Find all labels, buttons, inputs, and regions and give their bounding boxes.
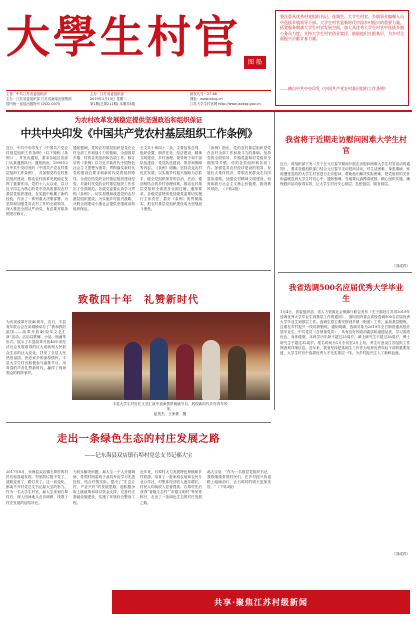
issue-bar: [6, 92, 271, 108]
photo-figure: [176, 344, 194, 400]
feature2-col4: 郝大宝说：“作为一名基层党组织书记，我将继续带领村民们，在乡村振兴的道路上砥砺前行，让石埠村的明天更加美好。”（下转3版）: [207, 470, 271, 490]
masthead: [6, 8, 268, 88]
bottom-banner: [112, 590, 410, 614]
feature1-headline: 致敬四十年 礼赞新时代: [78, 295, 199, 306]
feature2-col1: 2017年8月，东海县双店镇石埠村的村民们惊喜地发现，村里的垃圾不见了，道路变宽了，路灯亮了。这一切变化，都离不开村党总支书记郝大宝的努力。作为一名大学生村官，郝大宝来到石埠村后，深入田间地头走访调研，找准了村庄发展的症结所在。: [6, 470, 68, 505]
right-top-byline: （刘成祥）: [392, 264, 410, 268]
photo-figure: [202, 340, 220, 400]
right-bottom-headline: 我省选调500名应届优秀大学毕业生: [288, 283, 404, 303]
feature1-photo: [72, 312, 270, 400]
issue-bar-top-rule: [6, 90, 271, 91]
feature2-col2: 为切实解决问题，郝大宝一个人开展调研，带领村两委班子成员外出学习先进经验，结合村情实际，提出了“生态立村、产业兴村”的发展思路。他积极争取上级政策和项目资金支持，完善村庄基础设施建设，实施了环境综合整治工程。: [73, 470, 135, 505]
issue-portal: 江苏大学生村官网 http://www.jsdxsg.gov.cn: [190, 102, 261, 106]
issue-number: 第1期(总第211期): [90, 102, 119, 106]
photo-figure: [228, 346, 246, 400]
masthead-title: 大學生村官: [6, 12, 241, 63]
lead-headline: 中共中央印发《中国共产党农村基层组织工作条例》: [20, 128, 258, 140]
issue-postal-code: 邮发代号：27-68: [190, 92, 217, 96]
lead-col2: 通知强调，党的农村基层组织是党在农村全部工作和战斗力的基础，全面领导乡镇、村的各类组织和各项工作。修订后的《条例》以习近平新时代中国特色社会主义思想为指导，贯彻落实新时代党的建设总要求和新时代党的组织路线，全面总结党的农村基层组织建设经验，对新时代党的农村基层组织工作作出了全面规范。各级党委要认真学习贯彻《条例》，切实加强和改进党的农村基层组织建设，为实施乡村振兴战略、决胜全面建成小康社会提供坚强政治和组织保证。: [73, 146, 135, 212]
masthead-badge: 图 船: [244, 56, 266, 69]
right-top-headline: 我省将于近期走访慰问困难大学生村官: [285, 135, 407, 155]
issue-website: 网址：www.xdcg.cn: [190, 97, 223, 101]
photo-figure: [150, 338, 168, 400]
lead-col3: 全文共十章四十二条，主要包括总则、组织设置、职责任务、经济建设、精神文明建设、乡村治理、领导班子和干部队伍建设、党员队伍建设、领导和保障等内容。《条例》明确，坚持农业农村优先发展，以实施乡村振兴战略为总抓手，健全党组织领导的自治、法治、德治相结合的乡村治理体系，推动农村基层党组织全面进步全面过硬。通知要求，各级党委特别是县级党委要切实履行主体责任，抓好《条例》的贯彻落实，把农村基层党组织建设成为坚强战斗堡垒。: [140, 146, 202, 212]
lead-col1: 近日，中共中央印发了《中国共产党农村基层组织工作条例》（以下简称《条例》），并发出通知，要求各地区各部门认真遵照执行。通知指出，1999年2月中共中央印发的《中国共产党农村基层组织工作条例》，对加强党的农村基层组织建设、推动农村改革发展稳定发挥了重要作用。党的十八大以来，以习近平同志为核心的党中央高度重视农村基层党组织建设，在实践中积累了新的经验，作出了一系列重大决策部署。为坚持和加强党对农村工作的全面领导，深入推进全面从严治党，有必要对原条例进行修订。: [6, 146, 68, 217]
side-note-source: ——摘自中共中央印发《中国共产党农村基层组织工作条例》: [280, 86, 388, 91]
issue-pages: 本期共4版: [119, 102, 136, 106]
feature1-body: 为庆祝改革开放40周年，近日，丰县青年联合会在凤城镇举办了“我和我的祖国——改革开放40周年文艺汇演”活动。活动以歌舞、小品、朗诵等形式，展示了丰县改革开放40年来经济社会发展取得的巨大成就和人民群众生活的巨大变化，抒发了全县人民热爱祖国、热爱家乡的深厚情怀。丰县大学生村官积极参与编排节目，用青春的声音礼赞新时代，赢得了现场观众的阵阵掌声。: [6, 320, 66, 375]
issue-date: 2019年1月15日: [90, 97, 116, 101]
bottom-banner-text: 共享·聚焦江苏村级新闻: [214, 597, 308, 607]
feature1-photo-caption: 丰县大学生村官在文艺汇演中表演情景朗诵节目，展现新时代乡村青年风采。: [112, 402, 228, 412]
right-top-body: 近日，省组织部下发《关于在元旦春节期间开展走访慰问困难大学生村官活动的通知》，要求各级组织部门结合元旦春节走访慰问活动，对生活困难、身患重病、家庭遭受变故的大学生村官进行走访慰问，帮助他们解决实际困难，把党组织的关怀和温暖送到大学生村官心中。通知强调，各地要认真摸清底数，精心组织实施，确保慰问活动取得实效，让大学生村官安心基层、扎根基层、服务基层。: [280, 162, 410, 187]
right-bottom-byline: （刘成祥）: [392, 552, 410, 556]
feature2-subhead: ——记东海县双店镇石埠村党总支书记郝大宝: [84, 453, 193, 459]
feature2-headline: 走出一条绿色生态的村庄发展之路: [56, 433, 221, 445]
issue-bar-bottom-rule: [6, 110, 412, 112]
feature1-photo-credit: 赵英杰 王家豪 摄: [153, 412, 187, 416]
issue-col1-line2: 主办：江苏省委组织部 江苏省新闻出版集团: [6, 97, 72, 101]
lead-col4: 《条例》指出，党的农村基层组织是党在农村全部工作和战斗力的基础。坚持党的全面领导，乡镇党委和村党组织全面领导乡镇、村的各类组织和各项工作。加强党对农村经济建设的领导，发展壮大集体经济，带领农民群众走共同富裕道路。加强农村精神文明建设，培育和践行社会主义核心价值观，推进移风易俗。（下转2版）: [207, 146, 271, 191]
photo-figure: [124, 342, 142, 400]
feature2-top-rule: [6, 422, 271, 423]
right-top-bottom-rule: [278, 272, 412, 273]
right-bottom-body: 1月4日，省委组织部、省人力资源社会保障厅联合发布《关于做好江苏省2019年选调优秀大学毕业生到基层工作的通知》，面向国内重点高校选调500名应届优秀大学毕业生到基层工作。选调生将主要安排到乡镇（街道）工作，参加基层锻炼，注重在乡村振兴一线培养锻炼。通知明确，选调对象为2019年全日制普通高校应届毕业生，中共党员（含预备党员），具有良好的政治素质和道德品质，学习成绩优良，身体健康，本科学历年龄不超过25周岁，硕士研究生不超过28周岁，博士研究生不超过32周岁。报名时间为1月中旬至2月上旬，考生可登录江苏组织工作网查询详细信息。近年来，我省坚持把选调生工作作为培养优秀年轻干部的重要渠道，大学生村官中选拔优秀人才充实基层一线，为乡村振兴注入了新鲜血液。: [280, 310, 410, 355]
issue-sponsor: 主办：江苏省委组织部: [90, 92, 124, 96]
issue-col1-line3: 国内统一连续出版物号 CN32-0070: [6, 102, 61, 106]
lead-bottom-rule: [6, 270, 271, 271]
column-separator: [274, 112, 275, 410]
feature2-col3: 近年来，石埠村大力发展特色种植和乡村旅游，培育了一批家庭农场和农民专业合作社，村集体经济收入逐年增长，村民人均纯收入显著提高。石埠村先后获得“省级生态村”“市级文明村”等荣誉称号，走出了一条绿色生态的村庄发展之路。: [140, 470, 202, 505]
side-note-text: 要注重从优秀村党组织书记、选调生、大学生村官、乡镇事业编制人员中选拔乡镇领导干部。大学生村官是新时代中国乡村振兴的重要力量。拓宽服务期满大学生村官发展空间，加大从优秀大学生村官中选拔乡镇公务员力度，支持大学生村官创业富民，鼓励他们扎根基层，为乡村全面振兴贡献青春力量。: [280, 14, 404, 42]
lead-kicker: 为农村改革发展稳定提供坚强政治和组织保证: [74, 116, 203, 124]
masthead-side-note: [275, 10, 409, 106]
issue-weekday: 星期二: [116, 97, 127, 101]
issue-col1-line1: 主管：中共江苏省委组织部: [6, 92, 47, 96]
